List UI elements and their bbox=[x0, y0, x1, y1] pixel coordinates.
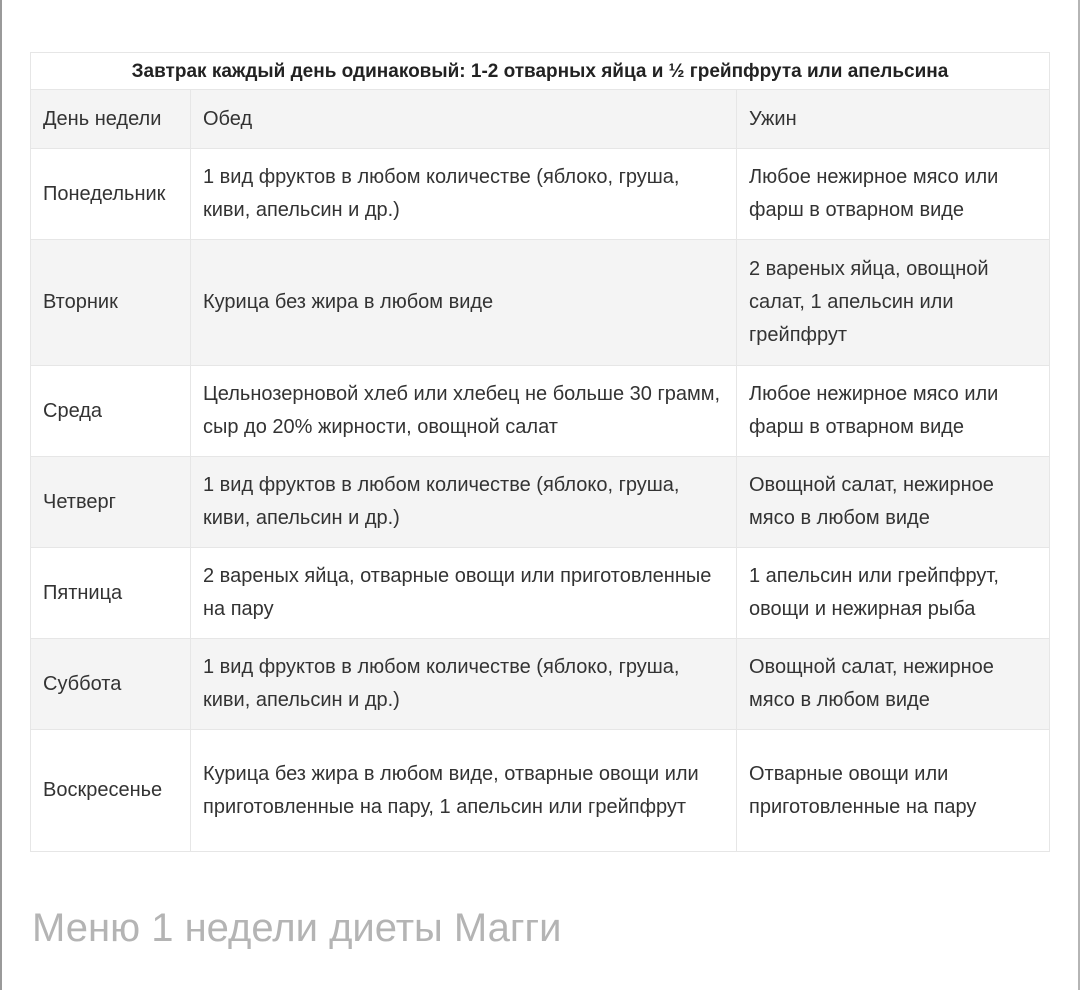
dinner-cell: Овощной салат, нежирное мясо в любом виде bbox=[737, 639, 1050, 730]
page-edge-left bbox=[0, 0, 2, 990]
table-row-tuesday bbox=[31, 240, 1050, 366]
diet-menu-table bbox=[30, 52, 1050, 852]
lunch-cell: Цельнозерновой хлеб или хлебец не больше 30 грамм, сыр до 20% жирности, овощной салат bbox=[191, 366, 737, 457]
header-lunch: Обед bbox=[191, 90, 737, 149]
lunch-cell: Курица без жира в любом виде bbox=[191, 240, 737, 366]
lunch-cell: 2 вареных яйца, отварные овощи или приготовленные на пару bbox=[191, 548, 737, 639]
dinner-cell: Овощной салат, нежирное мясо в любом виде bbox=[737, 457, 1050, 548]
dinner-cell: 1 апельсин или грейпфрут, овощи и нежирная рыба bbox=[737, 548, 1050, 639]
day-cell: Среда bbox=[31, 366, 191, 457]
header-dinner: Ужин bbox=[737, 90, 1050, 149]
table-row-wednesday bbox=[31, 366, 1050, 457]
table-row-saturday bbox=[31, 639, 1050, 730]
table-row-friday bbox=[31, 548, 1050, 639]
table-header-row bbox=[31, 90, 1050, 149]
section-heading: Меню 1 недели диеты Магги bbox=[32, 906, 562, 950]
breakfast-note: Завтрак каждый день одинаковый: 1-2 отварных яйца и ½ грейпфрута или апельсина bbox=[31, 53, 1050, 90]
day-cell: Воскресенье bbox=[31, 730, 191, 852]
day-cell: Четверг bbox=[31, 457, 191, 548]
table-row-thursday bbox=[31, 457, 1050, 548]
table-row-monday bbox=[31, 149, 1050, 240]
day-cell: Пятница bbox=[31, 548, 191, 639]
lunch-cell: 1 вид фруктов в любом количестве (яблоко, груша, киви, апельсин и др.) bbox=[191, 457, 737, 548]
lunch-cell: 1 вид фруктов в любом количестве (яблоко, груша, киви, апельсин и др.) bbox=[191, 149, 737, 240]
lunch-cell: Курица без жира в любом виде, отварные овощи или приготовленные на пару, 1 апельсин или грейпфрут bbox=[191, 730, 737, 852]
dinner-cell: Любое нежирное мясо или фарш в отварном виде bbox=[737, 366, 1050, 457]
dinner-cell: Любое нежирное мясо или фарш в отварном виде bbox=[737, 149, 1050, 240]
day-cell: Вторник bbox=[31, 240, 191, 366]
header-day: День недели bbox=[31, 90, 191, 149]
day-cell: Суббота bbox=[31, 639, 191, 730]
day-cell: Понедельник bbox=[31, 149, 191, 240]
dinner-cell: Отварные овощи или приготовленные на пару bbox=[737, 730, 1050, 852]
table-caption-row bbox=[31, 53, 1050, 90]
lunch-cell: 1 вид фруктов в любом количестве (яблоко, груша, киви, апельсин и др.) bbox=[191, 639, 737, 730]
dinner-cell: 2 вареных яйца, овощной салат, 1 апельсин или грейпфрут bbox=[737, 240, 1050, 366]
table-row-sunday bbox=[31, 730, 1050, 852]
